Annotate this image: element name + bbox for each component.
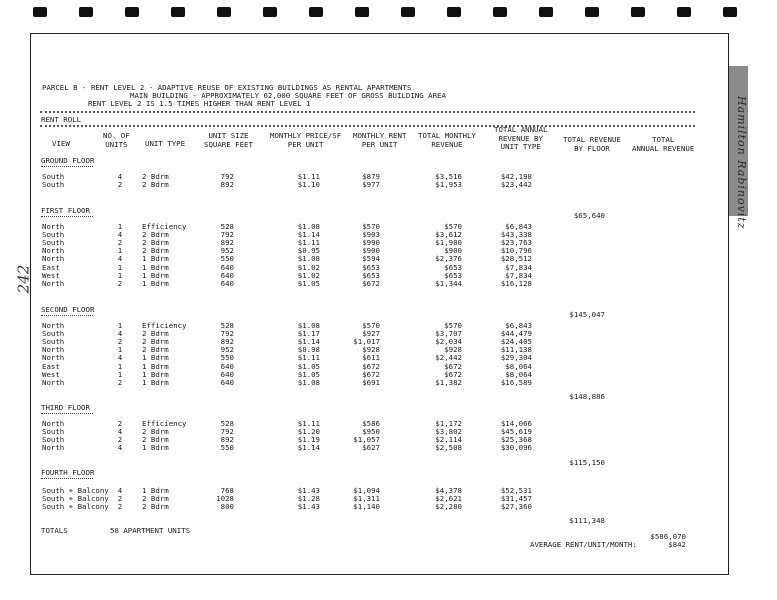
cell-view: North	[42, 246, 65, 256]
table-row	[0, 371, 777, 379]
cell-unit-size: 1028	[216, 494, 234, 504]
cell-unit-type: 2 Bdrm	[142, 427, 169, 437]
floor-heading: SECOND FLOOR	[41, 305, 95, 314]
cell-total-annual: $10,796	[500, 246, 532, 256]
binder-hole	[677, 7, 691, 17]
cell-monthly-rent: $672	[362, 278, 380, 288]
cell-total-annual: $7,834	[505, 262, 532, 272]
cell-unit-size: 640	[220, 377, 234, 387]
cell-monthly-rent: $903	[362, 230, 380, 240]
cell-unit-size: 892	[220, 180, 234, 190]
floor-heading-underline	[41, 478, 93, 479]
table-row	[0, 173, 777, 181]
cell-total-annual: $11,138	[500, 345, 532, 355]
totals-label: TOTALS	[41, 526, 68, 535]
cell-price-per-sf: $1.05	[297, 361, 320, 371]
cell-view: South	[42, 337, 65, 347]
cell-price-per-sf: $0.95	[297, 246, 320, 256]
cell-unit-size: 640	[220, 262, 234, 272]
table-row	[0, 247, 777, 255]
cell-unit-size: 952	[220, 345, 234, 355]
cell-unit-size: 952	[220, 246, 234, 256]
table-row	[0, 264, 777, 272]
header-total-annual: TOTAL ANNUAL REVENUE BY UNIT TYPE	[494, 125, 548, 152]
cell-units: 1	[117, 262, 123, 272]
cell-monthly-rent: $1,017	[353, 337, 380, 347]
table-row	[0, 346, 777, 354]
cell-total-monthly: $1,382	[435, 377, 462, 387]
cell-unit-size: 550	[220, 443, 234, 453]
cell-monthly-rent: $928	[362, 345, 380, 355]
cell-units: 4	[117, 329, 123, 339]
table-row	[0, 487, 777, 495]
cell-units: 4	[117, 172, 123, 181]
table-row	[0, 436, 777, 444]
cell-total-annual: $16,128	[500, 278, 532, 288]
cell-price-per-sf: $1.28	[297, 494, 320, 504]
cell-price-per-sf: $1.11	[297, 172, 320, 181]
binder-hole	[493, 7, 507, 17]
cell-unit-size: 792	[220, 427, 234, 437]
binder-hole	[125, 7, 139, 17]
cell-view: East	[42, 262, 60, 272]
cell-monthly-rent: $1,311	[353, 494, 380, 504]
cell-unit-size: 892	[220, 337, 234, 347]
cell-view: South	[42, 172, 65, 181]
header-rule	[40, 125, 695, 127]
cell-unit-size: 792	[220, 230, 234, 240]
cell-price-per-sf: $1.11	[297, 353, 320, 363]
cell-units: 4	[117, 486, 123, 495]
binder-hole	[263, 7, 277, 17]
cell-monthly-rent: $950	[362, 427, 380, 437]
cell-unit-type: 2 Bdrm	[142, 502, 169, 512]
binder-hole	[171, 7, 185, 17]
cell-view: North	[42, 345, 65, 355]
cell-total-monthly: $672	[444, 361, 462, 371]
cell-total-annual: $25,368	[500, 435, 532, 445]
average-rent-value: $842	[668, 540, 686, 549]
cell-price-per-sf: $1.43	[297, 502, 320, 512]
cell-units: 4	[117, 353, 123, 363]
cell-unit-type: Efficiency	[142, 222, 187, 231]
cell-total-annual: $44,479	[500, 329, 532, 339]
cell-price-per-sf: $1.11	[297, 419, 320, 428]
binder-hole	[539, 7, 553, 17]
cell-unit-type: 1 Bdrm	[142, 361, 169, 371]
floor-total-revenue: $148,886	[569, 392, 605, 401]
table-row	[0, 322, 777, 330]
cell-view: West	[42, 369, 60, 379]
floor-heading: GROUND FLOOR	[41, 156, 95, 165]
binder-holes	[0, 7, 777, 19]
cell-total-monthly: $928	[444, 345, 462, 355]
cell-monthly-rent: $990	[362, 238, 380, 248]
cell-unit-size: 528	[220, 222, 234, 231]
cell-unit-type: 1 Bdrm	[142, 377, 169, 387]
cell-total-monthly: $1,344	[435, 278, 462, 288]
table-row	[0, 330, 777, 338]
cell-total-annual: $8,064	[505, 369, 532, 379]
floor-heading-underline	[41, 216, 93, 217]
cell-price-per-sf: $1.17	[297, 329, 320, 339]
cell-view: North	[42, 321, 65, 330]
binder-hole	[401, 7, 415, 17]
cell-unit-size: 640	[220, 270, 234, 280]
cell-total-monthly: $653	[444, 262, 462, 272]
cell-total-monthly: $1,980	[435, 238, 462, 248]
cell-total-monthly: $2,114	[435, 435, 462, 445]
floor-heading-underline	[41, 315, 93, 316]
cell-total-annual: $43,338	[500, 230, 532, 240]
cell-monthly-rent: $879	[362, 172, 380, 181]
cell-units: 2	[117, 494, 123, 504]
cell-unit-type: 1 Bdrm	[142, 353, 169, 363]
cell-price-per-sf: $1.43	[297, 486, 320, 495]
cell-view: South	[42, 180, 65, 190]
binder-hole	[447, 7, 461, 17]
cell-total-monthly: $672	[444, 369, 462, 379]
cell-price-per-sf: $1.02	[297, 262, 320, 272]
cell-price-per-sf: $1.08	[297, 254, 320, 264]
cell-view: South	[42, 230, 65, 240]
binder-hole	[355, 7, 369, 17]
cell-unit-type: Efficiency	[142, 419, 187, 428]
cell-price-per-sf: $1.20	[297, 427, 320, 437]
cell-price-per-sf: $1.05	[297, 369, 320, 379]
table-row	[0, 503, 777, 511]
cell-price-per-sf: $0.98	[297, 345, 320, 355]
cell-price-per-sf: $1.19	[297, 435, 320, 445]
cell-view: South	[42, 329, 65, 339]
header-total-by-floor: TOTAL REVENUE BY FLOOR	[563, 135, 621, 153]
table-row	[0, 354, 777, 362]
cell-units: 4	[117, 230, 123, 240]
floor-heading: THIRD FLOOR	[41, 403, 90, 412]
table-row	[0, 181, 777, 189]
table-row	[0, 338, 777, 346]
cell-price-per-sf: $1.08	[297, 222, 320, 231]
cell-total-annual: $6,843	[505, 321, 532, 330]
cell-total-monthly: $3,802	[435, 427, 462, 437]
floor-total-revenue: $115,150	[569, 458, 605, 467]
cell-monthly-rent: $672	[362, 369, 380, 379]
cell-view: South + Balcony	[42, 502, 109, 512]
cell-units: 2	[117, 180, 123, 190]
floor-total-revenue: $65,640	[573, 211, 605, 220]
table-row	[0, 272, 777, 280]
cell-unit-type: 1 Bdrm	[142, 254, 169, 264]
cell-monthly-rent: $586	[362, 419, 380, 428]
cell-monthly-rent: $653	[362, 270, 380, 280]
cell-view: North	[42, 254, 65, 264]
cell-unit-type: 1 Bdrm	[142, 262, 169, 272]
header-monthly-rent: MONTHLY RENT PER UNIT	[353, 131, 407, 149]
cell-total-monthly: $900	[444, 246, 462, 256]
cell-total-monthly: $3,612	[435, 230, 462, 240]
cell-unit-type: 1 Bdrm	[142, 486, 169, 495]
table-row	[0, 255, 777, 263]
cell-monthly-rent: $900	[362, 246, 380, 256]
binder-hole	[309, 7, 323, 17]
cell-total-annual: $52,531	[500, 486, 532, 495]
cell-unit-size: 640	[220, 369, 234, 379]
cell-price-per-sf: $1.05	[297, 278, 320, 288]
cell-total-monthly: $2,508	[435, 443, 462, 453]
table-row	[0, 239, 777, 247]
floor-heading-underline	[41, 413, 93, 414]
cell-total-monthly: $2,280	[435, 502, 462, 512]
cell-monthly-rent: $927	[362, 329, 380, 339]
cell-total-monthly: $2,621	[435, 494, 462, 504]
cell-unit-type: Efficiency	[142, 321, 187, 330]
table-row	[0, 223, 777, 231]
cell-unit-type: 1 Bdrm	[142, 270, 169, 280]
cell-unit-size: 528	[220, 321, 234, 330]
cell-unit-type: 2 Bdrm	[142, 345, 169, 355]
cell-unit-size: 892	[220, 435, 234, 445]
cell-view: North	[42, 419, 65, 428]
cell-unit-type: 2 Bdrm	[142, 337, 169, 347]
cell-unit-type: 2 Bdrm	[142, 180, 169, 190]
cell-units: 2	[117, 435, 123, 445]
side-tab-label: Hamilton Rabinovitz	[735, 96, 748, 230]
cell-monthly-rent: $570	[362, 321, 380, 330]
cell-price-per-sf: $1.08	[297, 377, 320, 387]
cell-total-annual: $45,619	[500, 427, 532, 437]
table-row	[0, 363, 777, 371]
cell-total-annual: $7,834	[505, 270, 532, 280]
cell-unit-size: 792	[220, 172, 234, 181]
table-row	[0, 231, 777, 239]
cell-unit-size: 892	[220, 238, 234, 248]
cell-total-annual: $24,405	[500, 337, 532, 347]
cell-units: 4	[117, 427, 123, 437]
cell-unit-size: 768	[220, 486, 234, 495]
header-view: VIEW	[52, 139, 70, 148]
cell-unit-type: 2 Bdrm	[142, 329, 169, 339]
floor-total-revenue: $111,348	[569, 516, 605, 525]
binder-hole	[631, 7, 645, 17]
table-row	[0, 280, 777, 288]
average-rent-label: AVERAGE RENT/UNIT/MONTH:	[530, 540, 637, 549]
binder-hole	[33, 7, 47, 17]
cell-price-per-sf: $1.02	[297, 270, 320, 280]
table-row	[0, 495, 777, 503]
cell-view: South	[42, 238, 65, 248]
cell-total-monthly: $1,172	[435, 419, 462, 428]
cell-unit-type: 2 Bdrm	[142, 494, 169, 504]
cell-monthly-rent: $570	[362, 222, 380, 231]
rent-roll-label: RENT ROLL	[41, 115, 82, 124]
cell-total-annual: $42,198	[500, 172, 532, 181]
cell-unit-type: 2 Bdrm	[142, 246, 169, 256]
cell-unit-type: 2 Bdrm	[142, 172, 169, 181]
floor-heading: FIRST FLOOR	[41, 206, 90, 215]
cell-total-monthly: $1,953	[435, 180, 462, 190]
floor-heading-underline	[41, 166, 93, 167]
cell-view: South + Balcony	[42, 494, 109, 504]
cell-total-annual: $29,304	[500, 353, 532, 363]
cell-view: South	[42, 435, 65, 445]
cell-unit-size: 640	[220, 278, 234, 288]
cell-unit-size: 550	[220, 254, 234, 264]
header-rule	[40, 111, 695, 113]
cell-price-per-sf: $1.14	[297, 230, 320, 240]
cell-total-monthly: $2,376	[435, 254, 462, 264]
title-line-1: PARCEL B - RENT LEVEL 2 - ADAPTIVE REUSE OF EXISTING BUILDINGS AS RENTAL APARTMENTS	[42, 83, 412, 92]
cell-price-per-sf: $1.11	[297, 238, 320, 248]
cell-unit-size: 528	[220, 419, 234, 428]
cell-units: 4	[117, 443, 123, 453]
cell-monthly-rent: $1,140	[353, 502, 380, 512]
cell-units: 1	[117, 321, 123, 330]
cell-units: 1	[117, 345, 123, 355]
floor-total-revenue: $145,047	[569, 310, 605, 319]
cell-price-per-sf: $1.08	[297, 321, 320, 330]
totals-annual-revenue: $586,070	[650, 532, 686, 541]
cell-monthly-rent: $653	[362, 262, 380, 272]
cell-monthly-rent: $611	[362, 353, 380, 363]
header-unit-size: UNIT SIZE SQUARE FEET	[204, 131, 253, 149]
cell-unit-type: 2 Bdrm	[142, 230, 169, 240]
cell-unit-size: 800	[220, 502, 234, 512]
cell-total-annual: $8,064	[505, 361, 532, 371]
cell-unit-size: 640	[220, 361, 234, 371]
title-line-3: RENT LEVEL 2 IS 1.5 TIMES HIGHER THAN RENT LEVEL 1	[88, 99, 311, 108]
cell-monthly-rent: $594	[362, 254, 380, 264]
table-row	[0, 444, 777, 452]
cell-unit-type: 2 Bdrm	[142, 435, 169, 445]
cell-view: North	[42, 278, 65, 288]
cell-units: 2	[117, 377, 123, 387]
cell-view: East	[42, 361, 60, 371]
cell-units: 4	[117, 254, 123, 264]
cell-view: West	[42, 270, 60, 280]
floor-heading: FOURTH FLOOR	[41, 468, 95, 477]
cell-total-monthly: $2,442	[435, 353, 462, 363]
cell-units: 1	[117, 270, 123, 280]
cell-units: 1	[117, 361, 123, 371]
cell-total-monthly: $653	[444, 270, 462, 280]
binder-hole	[585, 7, 599, 17]
cell-unit-size: 792	[220, 329, 234, 339]
cell-price-per-sf: $1.10	[297, 180, 320, 190]
cell-total-annual: $30,096	[500, 443, 532, 453]
cell-view: South + Balcony	[42, 486, 109, 495]
header-total-annual-revenue: TOTAL ANNUAL REVENUE	[632, 135, 695, 153]
table-row	[0, 420, 777, 428]
cell-total-monthly: $4,378	[435, 486, 462, 495]
title-line-2: MAIN BUILDING - APPROXIMATELY 62,000 SQUARE FEET OF GROSS BUILDING AREA	[130, 91, 446, 100]
cell-total-annual: $28,512	[500, 254, 532, 264]
table-row	[0, 379, 777, 387]
table-row	[0, 428, 777, 436]
header-units: NO. OF UNITS	[103, 131, 130, 149]
cell-units: 1	[117, 246, 123, 256]
cell-total-annual: $16,589	[500, 377, 532, 387]
cell-view: North	[42, 222, 65, 231]
binder-hole	[723, 7, 737, 17]
header-price-sf: MONTHLY PRICE/SF PER UNIT	[270, 131, 342, 149]
cell-unit-size: 550	[220, 353, 234, 363]
cell-monthly-rent: $977	[362, 180, 380, 190]
cell-units: 1	[117, 369, 123, 379]
cell-view: South	[42, 427, 65, 437]
cell-monthly-rent: $672	[362, 361, 380, 371]
cell-unit-type: 1 Bdrm	[142, 443, 169, 453]
cell-monthly-rent: $1,057	[353, 435, 380, 445]
header-unit-type: UNIT TYPE	[145, 139, 186, 148]
cell-total-monthly: $570	[444, 222, 462, 231]
cell-monthly-rent: $627	[362, 443, 380, 453]
cell-view: North	[42, 377, 65, 387]
cell-total-annual: $14,066	[500, 419, 532, 428]
totals-units: 58 APARTMENT UNITS	[110, 526, 191, 535]
cell-total-monthly: $3,516	[435, 172, 462, 181]
cell-total-annual: $23,442	[500, 180, 532, 190]
binder-hole	[79, 7, 93, 17]
cell-total-monthly: $3,707	[435, 329, 462, 339]
header-total-monthly: TOTAL MONTHLY REVENUE	[418, 131, 476, 149]
cell-total-annual: $23,763	[500, 238, 532, 248]
cell-monthly-rent: $1,094	[353, 486, 380, 495]
cell-unit-type: 2 Bdrm	[142, 238, 169, 248]
cell-unit-type: 1 Bdrm	[142, 369, 169, 379]
handwritten-note: 242	[14, 264, 33, 294]
binder-hole	[217, 7, 231, 17]
cell-units: 2	[117, 502, 123, 512]
cell-units: 2	[117, 278, 123, 288]
cell-view: North	[42, 353, 65, 363]
cell-total-monthly: $570	[444, 321, 462, 330]
cell-total-monthly: $2,034	[435, 337, 462, 347]
cell-price-per-sf: $1.14	[297, 337, 320, 347]
cell-units: 2	[117, 419, 123, 428]
cell-unit-type: 1 Bdrm	[142, 278, 169, 288]
cell-units: 2	[117, 238, 123, 248]
cell-price-per-sf: $1.14	[297, 443, 320, 453]
cell-view: North	[42, 443, 65, 453]
cell-units: 2	[117, 337, 123, 347]
cell-monthly-rent: $691	[362, 377, 380, 387]
cell-units: 1	[117, 222, 123, 231]
cell-total-annual: $31,457	[500, 494, 532, 504]
cell-total-annual: $6,843	[505, 222, 532, 231]
cell-total-annual: $27,360	[500, 502, 532, 512]
